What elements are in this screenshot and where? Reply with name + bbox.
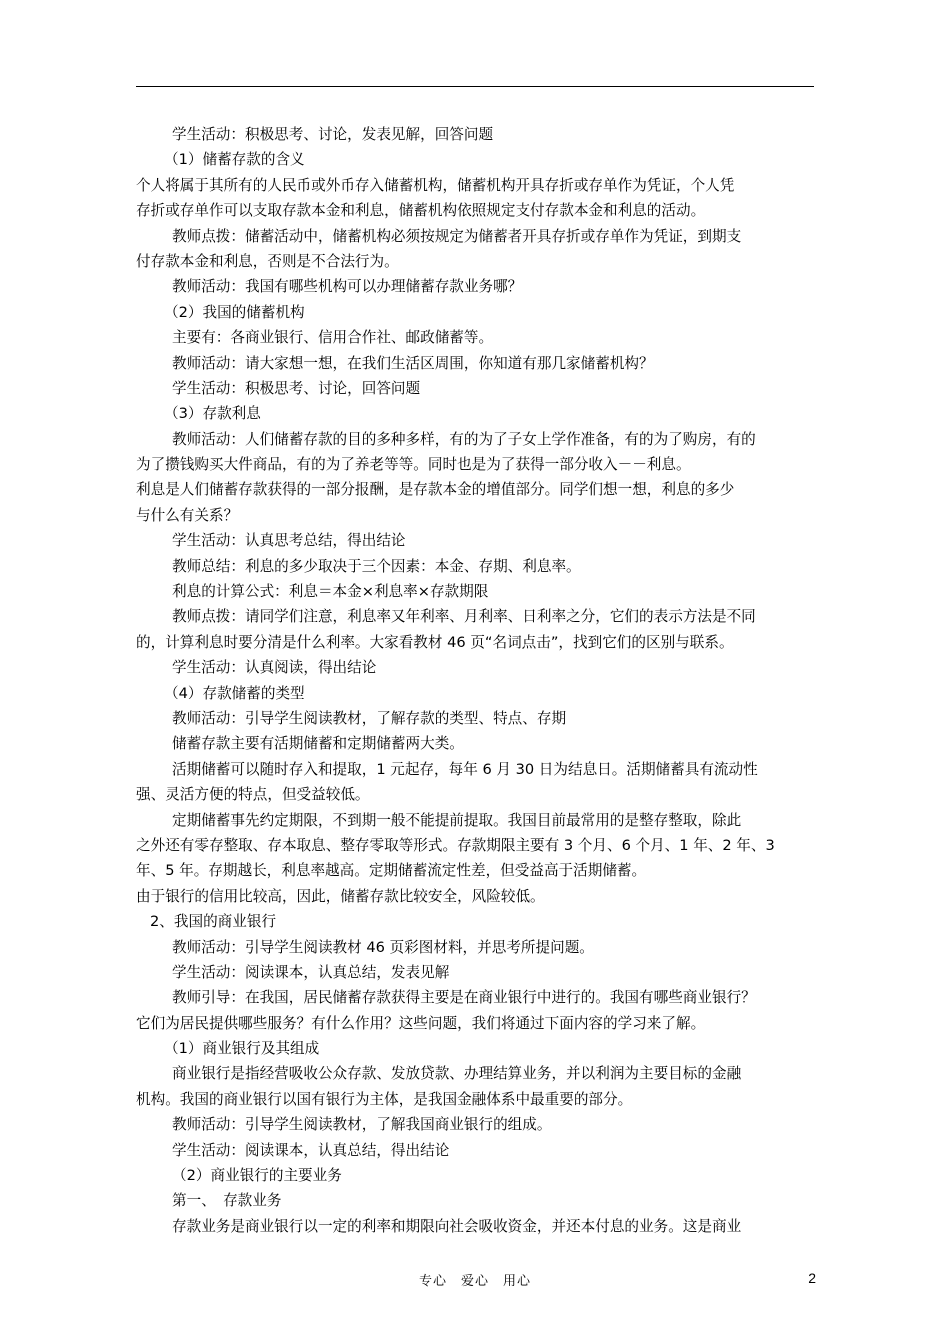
text-line: 之外还有零存整取、存本取息、整存零取等形式。存款期限主要有 3 个月、6 个月、1 年、2 年、3	[136, 836, 775, 854]
text-line: 学生活动：阅读课本，认真总结，得出结论	[172, 1141, 450, 1159]
text-line: 年、5 年。存期越长，利息率越高。定期储蓄流定性差，但受益高于活期储蓄。	[136, 862, 647, 880]
text-line: 学生活动：阅读课本，认真总结，发表见解	[172, 963, 450, 981]
text-line: 教师活动：请大家想一想，在我们生活区周围，你知道有那几家储蓄机构？	[172, 354, 654, 372]
footer-motto: 专心 爱心 用心	[418, 1274, 531, 1289]
text-line: 活期储蓄可以随时存入和提取，1 元起存，每年 6 月 30 日为结息日。活期储蓄具有流动性	[172, 760, 758, 778]
text-line: 存折或存单作可以支取存款本金和利息，储蓄机构依照规定支付存款本金和利息的活动。	[136, 202, 706, 220]
text-line: 由于银行的信用比较高，因此，储蓄存款比较安全，风险较低。	[136, 887, 545, 905]
text-line: 学生活动：积极思考、讨论，回答问题	[172, 379, 421, 397]
text-line: 利息是人们储蓄存款获得的一部分报酬，是存款本金的增值部分。同学们想一想，利息的多少	[136, 481, 735, 499]
text-line: 为了攒钱购买大件商品，有的为了养老等等。同时也是为了获得一部分收入－－利息。	[136, 456, 691, 474]
text-line: 教师活动：我国有哪些机构可以办理储蓄存款业务哪？	[172, 278, 523, 296]
text-line: 与什么有关系？	[136, 506, 239, 524]
page-number: 2	[808, 1270, 816, 1286]
header-rule	[136, 86, 814, 87]
text-line: 教师活动：引导学生阅读教材，了解存款的类型、特点、存期	[172, 709, 567, 727]
text-line: 第一、 存款业务	[172, 1192, 282, 1210]
text-line: （2）商业银行的主要业务	[172, 1167, 342, 1185]
text-line: 学生活动：认真阅读，得出结论	[172, 659, 377, 677]
text-line: 主要有：各商业银行、信用合作社、邮政储蓄等。	[172, 329, 494, 347]
text-line: 利息的计算公式：利息＝本金×利息率×存款期限	[172, 583, 489, 601]
text-line: 教师活动：人们储蓄存款的目的多种多样，有的为了子女上学作准备，有的为了购房，有的	[172, 430, 756, 448]
text-line: （2）我国的储蓄机构	[164, 303, 305, 321]
text-line: （4）存款储蓄的类型	[164, 684, 305, 702]
text-line: 定期储蓄事先约定期限，不到期一般不能提前提取。我国目前最常用的是整存整取，除此	[172, 811, 742, 829]
text-line: 商业银行是指经营吸收公众存款、发放贷款、办理结算业务，并以利润为主要目标的金融	[172, 1065, 742, 1083]
text-line: 教师引导：在我国，居民储蓄存款获得主要是在商业银行中进行的。我国有哪些商业银行？	[172, 989, 756, 1007]
text-line: （1）商业银行及其组成	[164, 1040, 320, 1058]
text-line: 付存款本金和利息，否则是不合法行为。	[136, 252, 399, 270]
text-line: 2、我国的商业银行	[150, 913, 277, 931]
text-line: 储蓄存款主要有活期储蓄和定期储蓄两大类。	[172, 735, 464, 753]
text-line: 的，计算利息时要分清是什么利率。大家看教材 46 页“名词点击”，找到它们的区别与联系。	[136, 633, 734, 651]
text-line: 机构。我国的商业银行以国有银行为主体，是我国金融体系中最重要的部分。	[136, 1090, 633, 1108]
text-line: 教师活动：引导学生阅读教材，了解我国商业银行的组成。	[172, 1116, 552, 1134]
text-line: 教师活动：引导学生阅读教材 46 页彩图材料，并思考所提问题。	[172, 938, 594, 956]
text-line: 存款业务是商业银行以一定的利率和期限向社会吸收资金，并还本付息的业务。这是商业	[172, 1217, 742, 1235]
text-line: （3）存款利息	[164, 405, 261, 423]
text-line: 个人将属于其所有的人民币或外币存入储蓄机构，储蓄机构开具存折或存单作为凭证，个人凭	[136, 176, 735, 194]
page-footer	[0, 1270, 950, 1294]
text-line: 学生活动：积极思考、讨论，发表见解，回答问题	[172, 126, 494, 143]
text-line: 教师总结：利息的多少取决于三个因素：本金、存期、利息率。	[172, 557, 581, 575]
body-text	[136, 122, 816, 1239]
text-line: （1）储蓄存款的含义	[164, 151, 305, 169]
text-line: 强、灵活方便的特点，但受益较低。	[136, 786, 370, 804]
text-line: 它们为居民提供哪些服务？有什么作用？这些问题，我们将通过下面内容的学习来了解。	[136, 1014, 706, 1032]
text-line: 教师点拨：储蓄活动中，储蓄机构必须按规定为储蓄者开具存折或存单作为凭证，到期支	[172, 227, 742, 245]
text-line: 教师点拨：请同学们注意，利息率又年利率、月利率、日利率之分，它们的表示方法是不同	[172, 608, 756, 626]
text-line: 学生活动：认真思考总结，得出结论	[172, 532, 406, 550]
